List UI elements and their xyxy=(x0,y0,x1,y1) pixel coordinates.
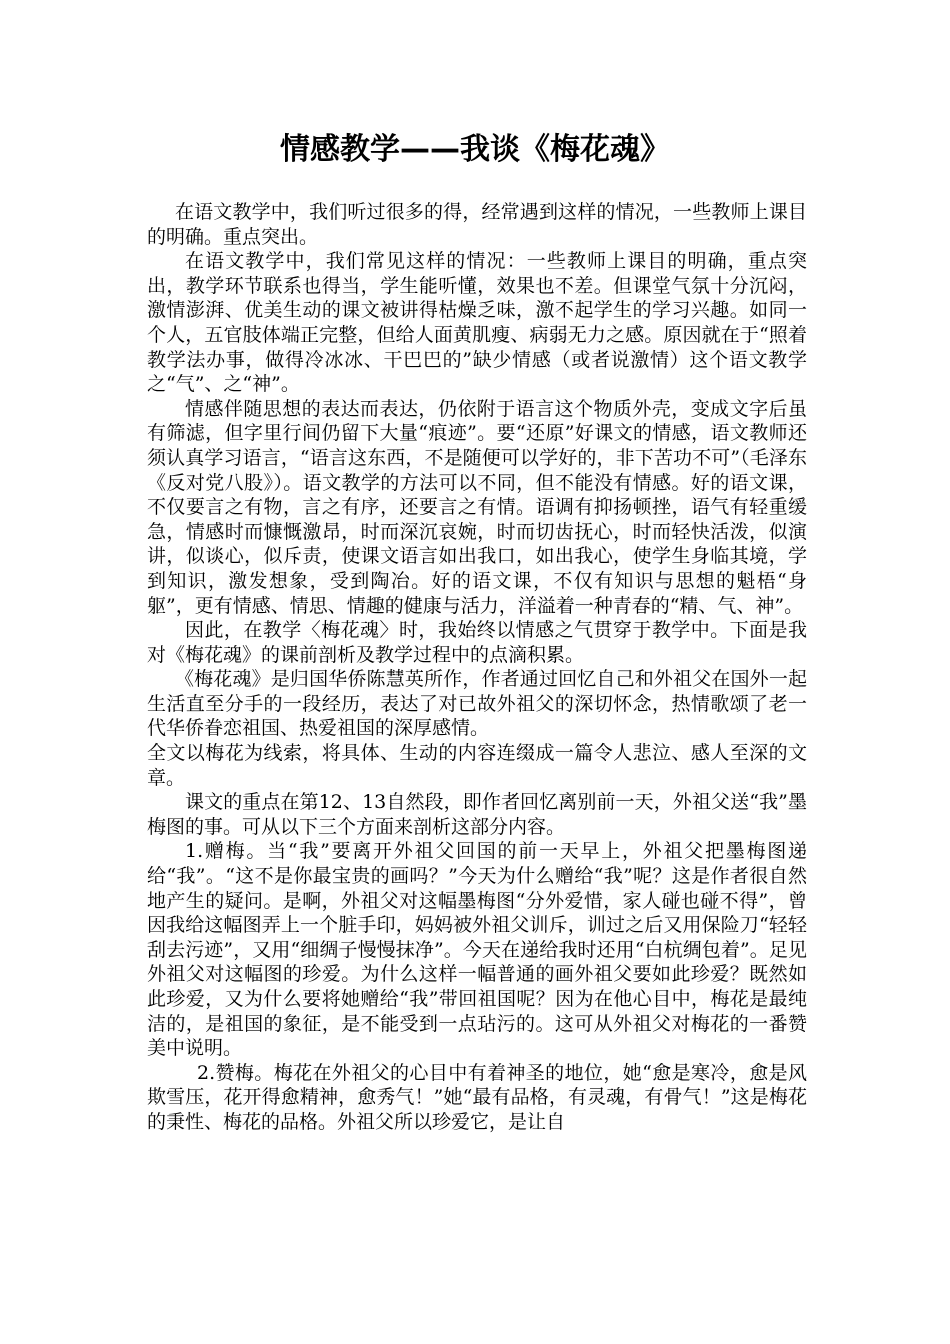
document-body xyxy=(147,200,807,1135)
paragraph-3: 情感伴随思想的表达而表达，仍依附于语言这个物质外壳，变成文字后虽有筛滤，但字里行间仍留下大量“痕迹”。要“还原”好课文的情感，语文教师还须认真学习语言，“语言这东西，不是随便可以学好的，非下苦功不可”（毛泽东《反对党八股》）。语文教学的方法可以不同，但不能没有情感。好的语文课，不仅要言之有物，言之有序，还要言之有情。语调有抑扬顿挫，语气有轻重缓急，情感时而慷慨激昂，时而深沉哀婉，时而切齿抚心，时而轻快活泼，似演讲，似谈心，似斥责，使课文语言如出我口，如出我心，使学生身临其境，学到知识，激发想象，受到陶冶。好的语文课，不仅有知识与思想的魁梧“身躯”，更有情感、情思、情趣的健康与活力，洋溢着一种青春的“精、气、神”。 xyxy=(147,397,807,617)
paragraph-5: 《梅花魂》是归国华侨陈慧英所作，作者通过回忆自己和外祖父在国外一起生活直至分手的一段经历，表达了对已故外祖父的深切怀念，热情歌颂了老一代华侨眷恋祖国、热爱祖国的深厚感情。 xyxy=(147,668,807,740)
paragraph-1: 在语文教学中，我们听过很多的得，经常遇到这样的情况，一些教师上课目的明确。重点突出。 xyxy=(147,201,807,248)
paragraph-9: 2.赞梅。梅花在外祖父的心目中有着神圣的地位，她“愈是寒冷，愈是风欺雪压，花开得愈精神，愈秀气！”她“最有品格，有灵魂，有骨气！”这是梅花的秉性、梅花的品格。外祖父所以珍爱它，是让自 xyxy=(147,1061,807,1133)
paragraph-2: 在语文教学中，我们常见这样的情况：一些教师上课目的明确，重点突出，教学环节联系也得当，学生能听懂，效果也不差。但课堂气氛十分沉闷，激情澎湃、优美生动的课文被讲得枯燥乏味，激不起学生的学习兴趣。如同一个人，五官肢体端正完整，但给人面黄肌瘦、病弱无力之感。原因就在于“照着教学法办事，做得冷冰冰、干巴巴的”缺少情感（或者说激情）这个语文教学之“气”、之“神”。 xyxy=(147,250,807,396)
paragraph-8: 1.赠梅。当“我”要离开外祖父回国的前一天早上，外祖父把墨梅图递给“我”。“这不是你最宝贵的画吗？”今天为什么赠给“我”呢？这是作者很自然地产生的疑问。是啊，外祖父对这幅墨梅图“分外爱惜，家人碰也碰不得”，曾因我给这幅图弄上一个脏手印，妈妈被外祖父训斥，训过之后又用保险刀“轻轻刮去污迹”，又用“细绸子慢慢抹净”。今天在递给我时还用“白杭绸包着”。足见外祖父对这幅图的珍爱。为什么这样一幅普通的画外祖父要如此珍爱？既然如此珍爱，又为什么要将她赠给“我”带回祖国呢？因为在他心目中，梅花是最纯洁的，是祖国的象征，是不能受到一点玷污的。这可从外祖父对梅花的一番赞美中说明。 xyxy=(147,840,807,1060)
document-title: 情感教学——我谈《梅花魂》 xyxy=(280,132,670,167)
paragraph-6: 全文以梅花为线索，将具体、生动的内容连缀成一篇令人悲泣、感人至深的文章。 xyxy=(147,742,807,789)
paragraph-4: 因此，在教学〈梅花魂〉时，我始终以情感之气贯穿于教学中。下面是我对《梅花魂》的课前剖析及教学过程中的点滴积累。 xyxy=(147,619,807,666)
paragraph-7: 课文的重点在第12、13自然段，即作者回忆离别前一天，外祖父送“我”墨梅图的事。可从以下三个方面来剖析这部分内容。 xyxy=(147,791,807,838)
